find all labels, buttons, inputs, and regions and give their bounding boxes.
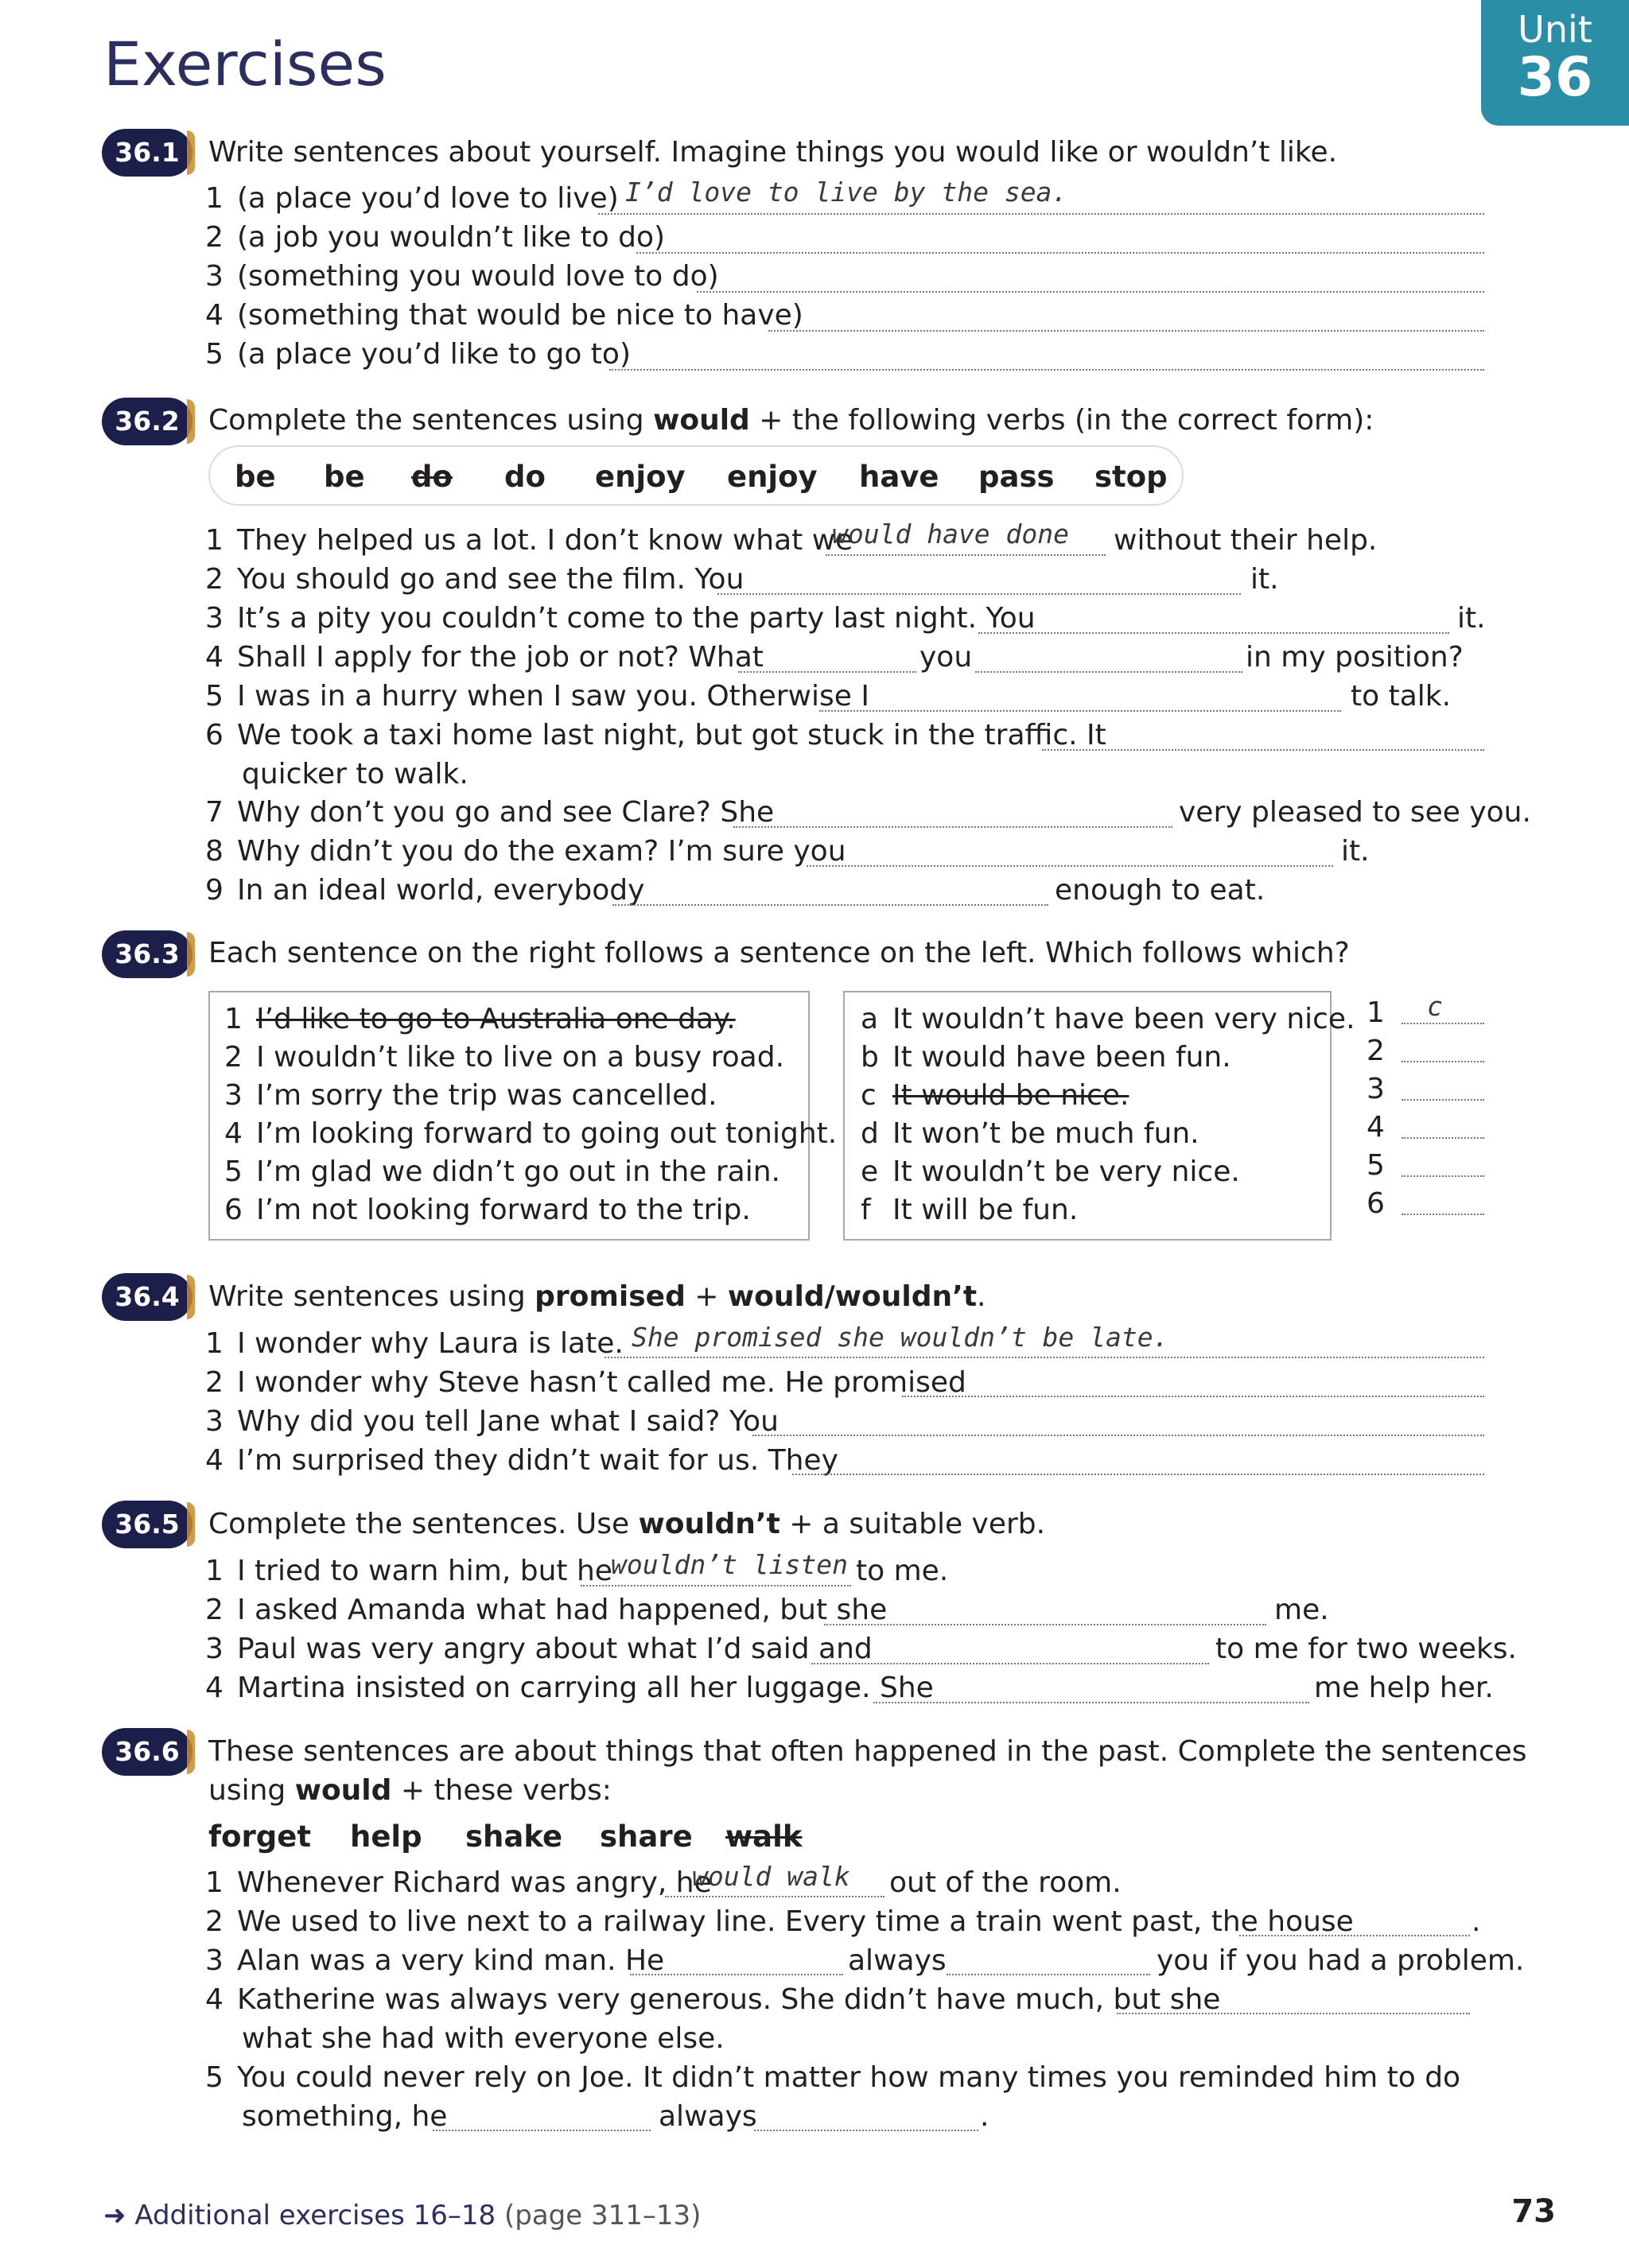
sentence-end: to me.: [856, 1555, 949, 1587]
answer-line[interactable]: [902, 1396, 1484, 1397]
answer-line[interactable]: [754, 2130, 978, 2131]
answer-line[interactable]: [697, 291, 1484, 293]
list-item: 2 I asked Amanda what had happened, but she: [205, 1594, 888, 1626]
sentence-end: to me for two weeks.: [1215, 1633, 1518, 1665]
answer-line[interactable]: [598, 213, 1484, 215]
list-item: 9 In an ideal world, everybody: [205, 874, 645, 907]
verb-chip: shake: [465, 1819, 563, 1854]
sentence-end: enough to eat.: [1055, 874, 1265, 907]
list-item: 6 I’m not looking forward to the trip.: [224, 1194, 751, 1226]
list-item: 2 I wouldn’t like to live on a busy road.: [224, 1041, 785, 1074]
list-item: b It would have been fun.: [861, 1041, 1231, 1074]
verb-chip: enjoy: [595, 460, 686, 494]
answer-number: 4: [1367, 1111, 1385, 1144]
verb-chip: have: [859, 460, 939, 494]
answer-line[interactable]: [975, 671, 1242, 673]
sentence-end: it.: [1250, 563, 1279, 596]
list-item: 1 I wonder why Laura is late.: [205, 1327, 624, 1360]
answer-line[interactable]: [978, 632, 1449, 634]
sentence-continuation: something, he: [242, 2100, 448, 2133]
exercise-badge-36-6: 36.6: [102, 1728, 192, 1776]
exercise-instruction: Write sentences using promised + would/wouldn’t.: [208, 1280, 986, 1313]
answer-number: 5: [1367, 1149, 1385, 1182]
list-item: 1 I’d like to go to Australia one day.: [224, 1003, 736, 1035]
sentence-end: .: [980, 2100, 989, 2133]
list-item: 3 Alan was a very kind man. He: [205, 1944, 665, 1977]
exercise-badge-36-5: 36.5: [102, 1501, 192, 1548]
answer-line[interactable]: [612, 904, 1048, 906]
answer-line[interactable]: [1117, 2013, 1470, 2014]
list-item: 4 Martina insisted on carrying all her luggage. She: [205, 1672, 934, 1704]
list-item: 5 I was in a hurry when I saw you. Otherwise I: [205, 680, 869, 713]
handwritten-answer: would have done: [832, 518, 1070, 550]
list-item: e It wouldn’t be very nice.: [861, 1155, 1240, 1188]
answer-line[interactable]: [826, 554, 1106, 556]
sentence-end: without their help.: [1114, 524, 1378, 557]
additional-exercises-link[interactable]: ➜ Additional exercises 16–18 (page 311–13): [103, 2200, 702, 2231]
exercise-instruction: Each sentence on the right follows a sentence on the left. Which follows which?: [208, 937, 1350, 969]
exercise-instruction-cont: using would + these verbs:: [208, 1774, 612, 1807]
page-title: Exercises: [103, 29, 387, 99]
list-item: 3 It’s a pity you couldn’t come to the party last night. You: [205, 602, 1036, 635]
answer-line[interactable]: [733, 826, 1172, 828]
exercise-instruction: Write sentences about yourself. Imagine things you would like or wouldn’t like.: [208, 136, 1338, 169]
handwritten-answer: She promised she wouldn’t be late.: [632, 1322, 1169, 1353]
sentence-end: very pleased to see you.: [1179, 796, 1531, 829]
list-item: a It wouldn’t have been very nice.: [861, 1003, 1355, 1035]
answer-line[interactable]: [636, 252, 1484, 254]
answer-line[interactable]: [1042, 749, 1484, 751]
sentence-end: to talk.: [1351, 680, 1452, 713]
exercise-instruction: These sentences are about things that often happened in the past. Complete the sentences: [208, 1735, 1527, 1768]
list-item: 4 (something that would be nice to have): [205, 299, 803, 332]
answer-line[interactable]: [717, 593, 1241, 595]
unit-label: Unit: [1518, 8, 1592, 51]
sentence-end: out of the room.: [889, 1866, 1122, 1899]
list-item: 4 I’m looking forward to going out tonight.: [224, 1117, 838, 1150]
list-item: 3 (something you would love to do): [205, 260, 719, 293]
sentence-mid: you: [919, 641, 973, 674]
answer-line[interactable]: [1402, 1175, 1484, 1177]
sentence-mid: always: [848, 1944, 947, 1977]
answer-line[interactable]: [824, 1624, 1266, 1625]
list-item: 2 I wonder why Steve hasn’t called me. He promised: [205, 1366, 966, 1399]
answer-line[interactable]: [873, 1702, 1309, 1703]
list-item: 7 Why don’t you go and see Clare? She: [205, 796, 775, 829]
page-number: 73: [1511, 2193, 1556, 2230]
answer-line[interactable]: [792, 1474, 1484, 1475]
exercise-instruction: Complete the sentences. Use wouldn’t + a suitable verb.: [208, 1508, 1046, 1540]
handwritten-answer: would walk: [692, 1861, 850, 1892]
verb-chip: forget: [208, 1819, 312, 1854]
list-item: 5 I’m glad we didn’t go out in the rain.: [224, 1155, 780, 1188]
exercise-badge-36-4: 36.4: [102, 1273, 192, 1321]
sentence-end: .: [1472, 1905, 1481, 1938]
answer-line[interactable]: [1239, 1935, 1470, 1936]
verb-chip: pass: [978, 460, 1055, 494]
answer-line[interactable]: [630, 1974, 843, 1975]
answer-line[interactable]: [1402, 1061, 1484, 1062]
list-item: 5 (a place you’d like to go to): [205, 338, 631, 371]
answer-line[interactable]: [433, 2130, 651, 2131]
sentence-end: me.: [1274, 1594, 1329, 1626]
list-item: 3 Paul was very angry about what I’d said and: [205, 1633, 873, 1665]
answer-line[interactable]: [605, 1357, 1484, 1358]
answer-line[interactable]: [768, 330, 1484, 332]
list-item: 8 Why didn’t you do the exam? I’m sure you: [205, 835, 846, 868]
answer-line[interactable]: [819, 710, 1341, 712]
exercise-badge-36-2: 36.2: [102, 398, 192, 445]
verb-chip: enjoy: [727, 460, 818, 494]
sentence-end: in my position?: [1246, 641, 1464, 674]
list-item: 1 I tried to warn him, but he: [205, 1555, 612, 1587]
exercise-badge-36-3: 36.3: [102, 930, 192, 978]
arrow-right-icon: ➜: [103, 2200, 126, 2231]
list-item: 6 We took a taxi home last night, but got stuck in the traffic. It: [205, 719, 1106, 751]
list-item: c It would be nice.: [861, 1079, 1129, 1112]
verb-chip-used: walk: [725, 1819, 803, 1854]
answer-line[interactable]: [947, 1974, 1150, 1975]
verb-chip: be: [324, 460, 365, 494]
verb-chip: do: [504, 460, 546, 494]
list-item: 4 Shall I apply for the job or not? What: [205, 641, 764, 674]
list-item: f It will be fun.: [861, 1194, 1079, 1226]
verb-chip: share: [600, 1819, 693, 1854]
answer-line[interactable]: [1402, 1137, 1484, 1139]
answer-number: 1: [1367, 996, 1385, 1029]
list-item: 2 We used to live next to a railway line. Every time a train went past, the house: [205, 1905, 1354, 1938]
answer-line[interactable]: [1402, 1023, 1484, 1024]
answer-line[interactable]: [752, 1435, 1484, 1436]
list-item: 1 (a place you’d love to live): [205, 182, 619, 215]
list-item: 2 (a job you wouldn’t like to do): [205, 221, 666, 254]
list-item: 2 You should go and see the film. You: [205, 563, 745, 596]
sentence-end: you if you had a problem.: [1157, 1944, 1525, 1977]
sentence-end: me help her.: [1314, 1672, 1494, 1704]
answer-line[interactable]: [738, 671, 916, 673]
list-item: 1 Whenever Richard was angry, he: [205, 1866, 712, 1899]
unit-tab: [1481, 0, 1629, 126]
answer-line[interactable]: [581, 1585, 851, 1586]
list-item: 4 Katherine was always very generous. She didn’t have much, but she: [205, 1983, 1221, 2016]
answer-line[interactable]: [1402, 1214, 1484, 1215]
answer-line[interactable]: [609, 369, 1484, 371]
list-item: 5 You could never rely on Joe. It didn’t matter how many times you reminded him to do: [205, 2061, 1461, 2094]
handwritten-answer: c: [1427, 991, 1443, 1022]
answer-line[interactable]: [665, 1896, 884, 1897]
list-item: 3 Why did you tell Jane what I said? You: [205, 1405, 779, 1438]
answer-line[interactable]: [1402, 1099, 1484, 1101]
list-item: 1 They helped us a lot. I don’t know what we: [205, 524, 853, 557]
sentence-end: it.: [1457, 602, 1486, 635]
verb-chip: be: [235, 460, 276, 494]
answer-number: 6: [1367, 1187, 1385, 1220]
sentence-continuation: quicker to walk.: [242, 758, 468, 790]
answer-line[interactable]: [807, 865, 1333, 867]
sentence-end: it.: [1341, 835, 1370, 868]
answer-number: 2: [1367, 1035, 1385, 1067]
unit-number: 36: [1517, 46, 1593, 109]
sentence-continuation: what she had with everyone else.: [242, 2022, 725, 2055]
handwritten-answer: wouldn’t listen: [611, 1549, 849, 1580]
exercise-badge-36-1: 36.1: [102, 129, 192, 177]
list-item: 3 I’m sorry the trip was cancelled.: [224, 1079, 717, 1112]
answer-number: 3: [1367, 1073, 1385, 1105]
exercise-instruction: Complete the sentences using would + the following verbs (in the correct form):: [208, 404, 1374, 437]
list-item: d It won’t be much fun.: [861, 1117, 1199, 1150]
list-item: 4 I’m surprised they didn’t wait for us. They: [205, 1444, 838, 1477]
verb-chip-used: do: [411, 460, 453, 494]
sentence-mid: always: [659, 2100, 757, 2133]
verb-chip: help: [350, 1819, 422, 1854]
answer-line[interactable]: [811, 1663, 1209, 1664]
handwritten-answer: I’d love to live by the sea.: [625, 177, 1068, 208]
verb-chip: stop: [1094, 460, 1168, 494]
